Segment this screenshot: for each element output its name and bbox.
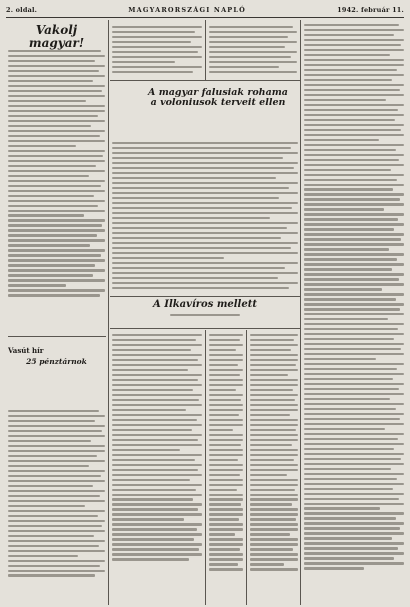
article-3-rule: [110, 328, 300, 329]
masthead-rule: [6, 17, 404, 18]
page-number: 2. oldal.: [6, 6, 38, 14]
article-4: [8, 340, 105, 605]
article-2-title-2: a voloniusok terveit ellen: [150, 96, 286, 108]
article-3-col-3: [250, 334, 298, 604]
top-strip-divider: [110, 80, 300, 81]
article-3-col-2: [209, 334, 243, 604]
column-1-divider: [8, 336, 106, 337]
issue-date: 1942. február 11.: [337, 6, 404, 14]
column-2-top-text: [112, 20, 202, 78]
article-4-title-1: 25 pénztárnok: [26, 357, 87, 366]
article-3-col-1: [112, 334, 202, 604]
article-1-body: [8, 50, 105, 299]
center-divider: [110, 296, 300, 297]
masthead: [6, 4, 404, 16]
column-rule-mid: [246, 330, 247, 605]
column-4-text: [304, 20, 404, 605]
article-3-byline: [170, 314, 240, 316]
article-4-body: [8, 410, 105, 579]
article-1-title: Vakolj magyar!: [28, 23, 85, 50]
article-4-kicker: Vasút hír: [8, 346, 44, 355]
article-3-title: A Ilkavíros mellett: [153, 299, 257, 310]
column-3-top-text: [209, 20, 297, 78]
article-3-header: [112, 300, 298, 318]
article-2-header: [112, 88, 324, 110]
column-rule-2a: [205, 20, 206, 80]
newspaper-title: MAGYARORSZÁGI NAPLÓ: [128, 6, 247, 14]
article-1: [8, 20, 105, 320]
column-rule-1: [108, 20, 109, 605]
column-rule-2b: [205, 330, 206, 605]
article-2-title-1: A magyar falusiak rohama: [148, 87, 288, 98]
article-2-body: [112, 138, 298, 298]
